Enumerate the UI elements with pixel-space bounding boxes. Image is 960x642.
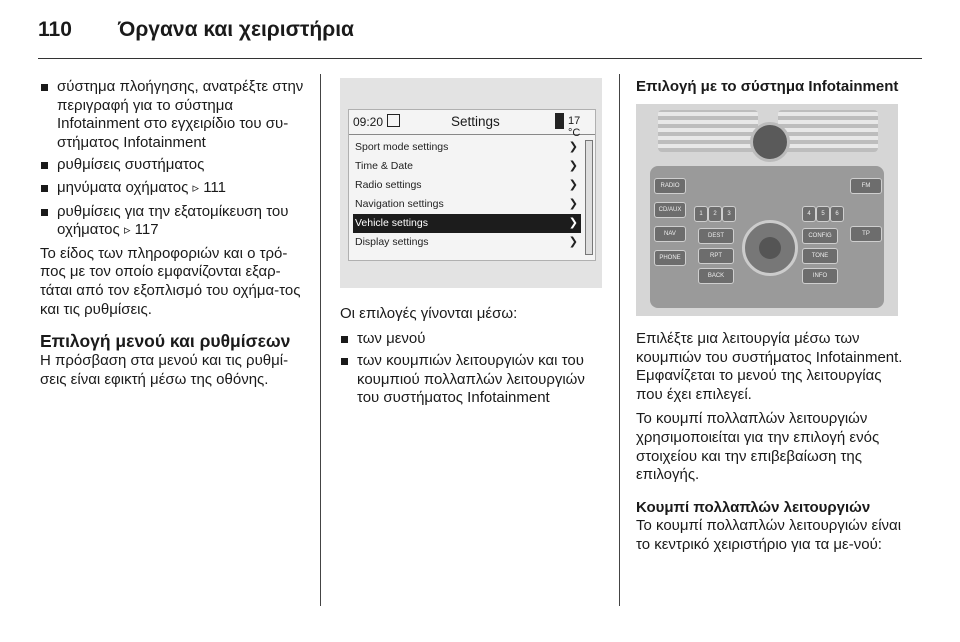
menu-item-vehicle[interactable] xyxy=(353,214,581,233)
menu-item-time-date[interactable] xyxy=(353,157,581,176)
bullet-text: των μενού xyxy=(357,329,426,347)
header-rule xyxy=(38,58,922,59)
display-screen xyxy=(348,109,596,261)
page-reference-arrow-icon: ▹ xyxy=(192,180,200,196)
settings-menu xyxy=(353,138,581,252)
clock-readout: 09:20 xyxy=(353,115,384,129)
menu-item-label: Display settings xyxy=(355,236,429,248)
menu-item-sport-mode[interactable] xyxy=(353,138,581,157)
paragraph: Το είδος των πληροφοριών και ο τρό-πος με τον οποίο εμφανίζονται εξαρ-τάται από τον εξοπλισμό του οχήμα-τος και τις ρυθμίσεις. xyxy=(40,244,301,318)
page-reference[interactable]: 111 xyxy=(203,178,226,196)
thermometer-icon xyxy=(555,113,564,129)
temperature-readout: 17 °C xyxy=(568,115,581,139)
scrollbar[interactable] xyxy=(585,140,593,255)
screen-title: Settings xyxy=(451,114,500,129)
paragraph: Οι επιλογές γίνονται μέσω: xyxy=(340,305,518,322)
subheading: Κουμπί πολλαπλών λειτουργιών xyxy=(636,498,871,516)
control-panel xyxy=(650,166,884,308)
menu-item-radio[interactable] xyxy=(353,176,581,195)
preset-2-button: 2 xyxy=(708,206,722,222)
bullet-text: σύστημα πλοήγησης, ανατρέξτε στην περιγραφή για το σύστημα Infotainment στο εγχειρίδιο του συ-στήματος Infotainment xyxy=(57,78,304,151)
infotainment-panel-illustration xyxy=(636,104,898,316)
menu-item-label: Vehicle settings xyxy=(355,217,428,229)
chevron-right-icon: ❯ xyxy=(568,198,578,210)
tone-button: TONE xyxy=(802,248,838,264)
column-divider-1 xyxy=(320,74,321,606)
bullet-icon xyxy=(41,209,48,216)
preset-4-button: 4 xyxy=(802,206,816,222)
chevron-right-icon: ❯ xyxy=(568,236,578,248)
paragraph: Η πρόσβαση στα μενού και τις ρυθμί-σεις είναι εφικτή μέσω της οθόνης. xyxy=(40,352,289,388)
menu-item-label: Sport mode settings xyxy=(355,141,449,153)
paragraph: Το κουμπί πολλαπλών λειτουργιών χρησιμοποιείται για την επιλογή ενός στοιχείου και την επιβεβαίωση της επιλογής. xyxy=(636,410,880,484)
air-vent-left xyxy=(658,110,758,152)
cd-aux-button: CD/AUX xyxy=(654,202,686,218)
page-reference[interactable]: 117 xyxy=(134,221,159,239)
rpt-button: RPT xyxy=(698,248,734,264)
page-reference-arrow-icon: ▹ xyxy=(123,223,131,239)
dest-button: DEST xyxy=(698,228,734,244)
settings-screen-illustration xyxy=(340,78,602,288)
fm-button: FM xyxy=(850,178,882,194)
bullet-icon xyxy=(41,84,48,91)
bullet-text: ρυθμίσεις συστήματος xyxy=(57,156,205,174)
list-item xyxy=(40,179,312,199)
menu-item-display[interactable] xyxy=(353,233,581,252)
bullet-text: ρυθμίσεις για την εξατομίκευση του οχήματος xyxy=(57,202,289,239)
column-3 xyxy=(636,78,908,97)
paragraph: Το κουμπί πολλαπλών λειτουργιών είναι το κεντρικό χειριστήριο για τα με-νού: xyxy=(636,517,902,553)
section-heading: Επιλογή μενού και ρυθμίσεων xyxy=(40,331,291,352)
preset-5-button: 5 xyxy=(816,206,830,222)
bullet-icon xyxy=(41,162,48,169)
column-3-text xyxy=(636,330,908,561)
config-button: CONFIG xyxy=(802,228,838,244)
chevron-right-icon: ❯ xyxy=(568,160,578,172)
nav-button: NAV xyxy=(654,226,686,242)
bullet-text: μηνύματα οχήματος xyxy=(57,178,189,196)
column-1 xyxy=(40,78,312,395)
column-2 xyxy=(340,305,602,412)
checkbox-icon xyxy=(387,114,400,127)
chevron-right-icon: ❯ xyxy=(568,217,578,229)
menu-item-label: Radio settings xyxy=(355,179,422,191)
bullet-icon xyxy=(341,336,348,343)
menu-item-label: Time & Date xyxy=(355,160,413,172)
preset-3-button: 3 xyxy=(722,206,736,222)
list-item xyxy=(40,203,312,241)
chevron-right-icon: ❯ xyxy=(568,141,578,153)
tp-button: TP xyxy=(850,226,882,242)
section-heading: Επιλογή με το σύστημα Infotainment xyxy=(636,78,899,95)
phone-button: PHONE xyxy=(654,250,686,266)
screen-header xyxy=(349,110,595,139)
back-button: BACK xyxy=(698,268,734,284)
radio-button: RADIO xyxy=(654,178,686,194)
chevron-right-icon: ❯ xyxy=(568,179,578,191)
power-knob xyxy=(750,122,790,162)
list-item xyxy=(40,156,312,175)
bullet-text: των κουμπιών λειτουργιών και του κουμπιού πολλαπλών λειτουργιών του συστήματος Infotainment xyxy=(357,352,585,407)
bullet-icon xyxy=(341,358,348,365)
multifunction-knob-center xyxy=(759,237,781,259)
multifunction-knob xyxy=(742,220,798,276)
preset-1-button: 1 xyxy=(694,206,708,222)
page-number: 110 xyxy=(38,18,72,41)
list-item xyxy=(40,78,312,152)
chapter-title: Όργανα και χειριστήρια xyxy=(118,18,354,41)
column-divider-2 xyxy=(619,74,620,606)
menu-item-navigation[interactable] xyxy=(353,195,581,214)
air-vent-right xyxy=(778,110,878,152)
info-button: INFO xyxy=(802,268,838,284)
menu-item-label: Navigation settings xyxy=(355,198,444,210)
list-item xyxy=(340,330,602,349)
preset-6-button: 6 xyxy=(830,206,844,222)
paragraph: Επιλέξτε μια λειτουργία μέσω των κουμπιών του συστήματος Infotainment. Εμφανίζεται το μενού της λειτουργίας που έχει επιλεγεί. xyxy=(636,330,903,403)
list-item xyxy=(340,352,602,408)
bullet-icon xyxy=(41,185,48,192)
